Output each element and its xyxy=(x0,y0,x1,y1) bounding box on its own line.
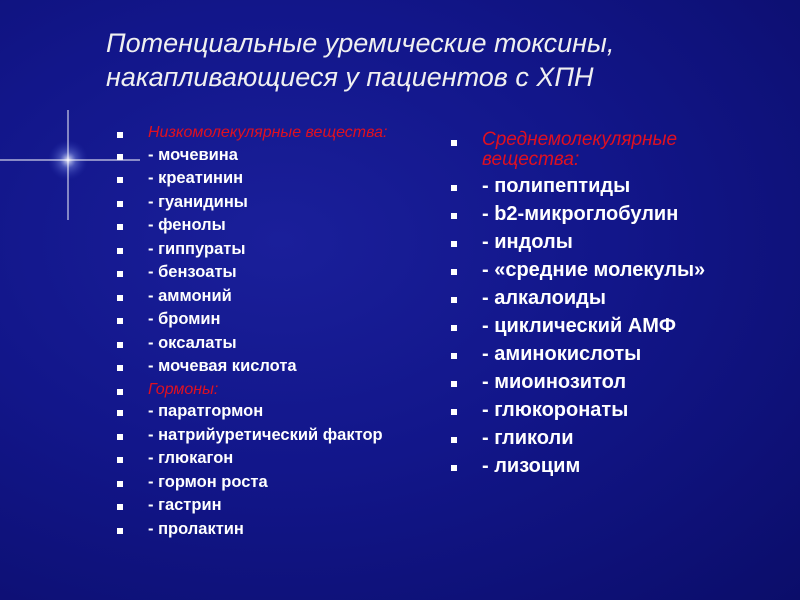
square-bullet-icon xyxy=(451,353,457,359)
list-item-text: - гастрин xyxy=(148,496,222,514)
section-heading xyxy=(112,381,392,398)
list-item xyxy=(446,315,776,338)
list-item xyxy=(112,496,392,515)
section-heading xyxy=(446,130,776,170)
square-bullet-icon xyxy=(117,318,123,324)
square-bullet-icon xyxy=(117,389,123,395)
square-bullet-icon xyxy=(117,504,123,510)
square-bullet-icon xyxy=(451,437,457,443)
list-item xyxy=(446,203,776,226)
square-bullet-icon xyxy=(117,295,123,301)
list-item-text: Низкомолекулярные вещества: xyxy=(148,124,388,141)
slide-title xyxy=(106,26,766,94)
square-bullet-icon xyxy=(117,528,123,534)
list-item xyxy=(446,399,776,422)
list-item xyxy=(446,231,776,254)
section-heading xyxy=(112,124,392,141)
list-item-text: - «средние молекулы» xyxy=(482,259,706,281)
list-item-text: - гликоли xyxy=(482,427,574,449)
list-item-text: - пролактин xyxy=(148,519,244,538)
square-bullet-icon xyxy=(451,409,457,415)
list-item xyxy=(112,310,392,329)
list-item xyxy=(446,371,776,394)
list-item-text: - b2-микроглобулин xyxy=(482,203,679,225)
square-bullet-icon xyxy=(117,457,123,463)
list-item xyxy=(112,216,392,235)
list-item xyxy=(112,169,392,188)
list-item xyxy=(446,175,776,198)
list-item xyxy=(112,240,392,259)
list-item-text: - индолы xyxy=(482,231,573,253)
list-item-text: - мочевина xyxy=(148,145,238,164)
list-item xyxy=(112,426,392,445)
list-item-text: Среднемолекулярные вещества: xyxy=(482,129,678,170)
list-item-text: - глюкоронаты xyxy=(482,399,629,421)
middle-molecular-toxins-list xyxy=(446,130,776,483)
list-item xyxy=(112,473,392,492)
list-item xyxy=(446,427,776,450)
list-item-text: - лизоцим xyxy=(482,455,581,477)
list-item-text: - гормон роста xyxy=(148,472,268,491)
list-item-text: - миоинозитол xyxy=(482,371,627,393)
list-item-text: - натрийуретический фактор xyxy=(148,425,383,444)
square-bullet-icon xyxy=(117,410,123,416)
slide-title-line-2: накапливающиеся у пациентов с ХПН xyxy=(106,62,594,92)
list-item-text: Гормоны: xyxy=(148,380,219,398)
list-item-text: - аминокислоты xyxy=(482,343,642,365)
square-bullet-icon xyxy=(117,132,123,138)
list-item xyxy=(112,357,392,376)
square-bullet-icon xyxy=(451,297,457,303)
list-item-text: - глюкагон xyxy=(148,449,234,467)
list-item-text: - циклический АМФ xyxy=(482,315,676,337)
square-bullet-icon xyxy=(451,185,457,191)
square-bullet-icon xyxy=(451,241,457,247)
list-item xyxy=(446,259,776,282)
square-bullet-icon xyxy=(451,213,457,219)
square-bullet-icon xyxy=(117,365,123,371)
list-item-text: - аммоний xyxy=(148,286,232,305)
list-item xyxy=(112,334,392,353)
square-bullet-icon xyxy=(117,248,123,254)
list-item xyxy=(112,263,392,282)
square-bullet-icon xyxy=(451,140,457,146)
list-item-text: - мочевая кислота xyxy=(148,357,297,375)
list-item xyxy=(112,520,392,539)
square-bullet-icon xyxy=(117,177,123,183)
list-item-text: - оксалаты xyxy=(148,333,237,352)
list-item xyxy=(446,287,776,310)
list-item xyxy=(446,343,776,366)
list-item-text: - фенолы xyxy=(148,216,226,234)
list-item-text: - паратгормон xyxy=(148,402,264,420)
list-item-text: - полипептиды xyxy=(482,175,631,197)
slide-title-line-1: Потенциальные уремические токсины, xyxy=(106,28,615,58)
list-item-text: - бромин xyxy=(148,310,221,328)
list-item-text: - бензоаты xyxy=(148,263,237,281)
list-item xyxy=(112,449,392,468)
square-bullet-icon xyxy=(451,381,457,387)
square-bullet-icon xyxy=(451,325,457,331)
list-item-text: - алкалоиды xyxy=(482,287,606,309)
square-bullet-icon xyxy=(117,224,123,230)
square-bullet-icon xyxy=(117,271,123,277)
list-item xyxy=(112,402,392,421)
list-item-text: - гиппураты xyxy=(148,239,246,258)
low-molecular-toxins-list xyxy=(112,124,392,543)
square-bullet-icon xyxy=(451,269,457,275)
list-item-text: - креатинин xyxy=(148,169,244,187)
square-bullet-icon xyxy=(117,154,123,160)
list-item-text: - гуанидины xyxy=(148,192,248,211)
square-bullet-icon xyxy=(117,434,123,440)
list-item xyxy=(112,287,392,306)
list-item xyxy=(446,455,776,478)
square-bullet-icon xyxy=(451,465,457,471)
list-item xyxy=(112,193,392,212)
square-bullet-icon xyxy=(117,201,123,207)
square-bullet-icon xyxy=(117,481,123,487)
list-item xyxy=(112,146,392,165)
square-bullet-icon xyxy=(117,342,123,348)
